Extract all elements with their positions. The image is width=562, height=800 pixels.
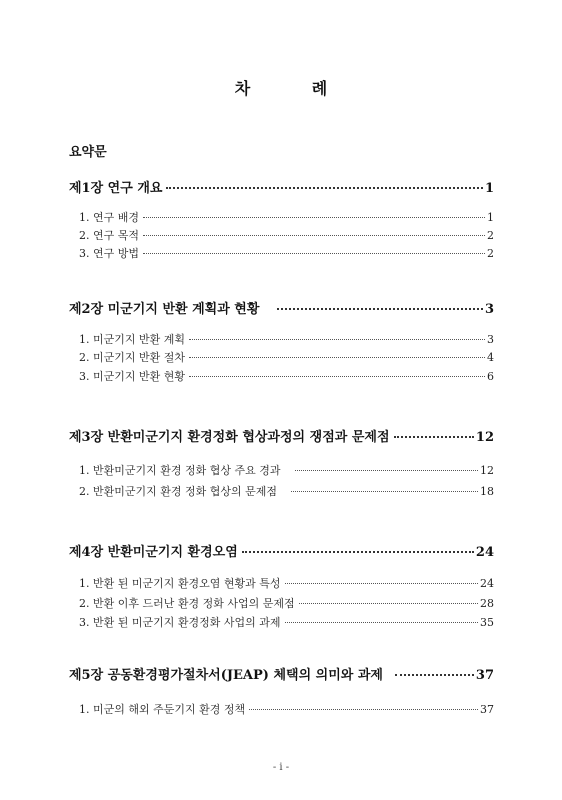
- dot-leader: [249, 708, 478, 710]
- dot-leader: [143, 234, 485, 236]
- toc-section-4-3[interactable]: [79, 614, 494, 630]
- dot-leader: [394, 435, 474, 438]
- toc-section-1-2[interactable]: [79, 227, 494, 243]
- chapter-page: 12: [475, 430, 494, 445]
- chapter-title: 제5장 공동환경평가절차서(JEAP) 체택의 의미와 과제: [69, 668, 383, 683]
- toc-chapter-2[interactable]: [69, 298, 494, 317]
- toc-section-4-2[interactable]: [79, 595, 494, 611]
- section-page: 3: [487, 333, 494, 346]
- section-title: 2. 연구 목적: [79, 229, 139, 242]
- dot-leader: [189, 338, 485, 340]
- dot-leader: [143, 252, 485, 254]
- section-page: 12: [480, 464, 494, 477]
- chapter-title: 제1장 연구 개요: [69, 181, 163, 196]
- section-page: 6: [487, 370, 494, 383]
- chapter-title: 제4장 반환미군기지 환경오염: [69, 545, 238, 560]
- dot-leader: [189, 356, 485, 358]
- dot-leader: [189, 375, 485, 377]
- section-title: 3. 연구 방법: [79, 247, 139, 260]
- toc-title: 차 례: [234, 79, 356, 98]
- section-title: 3. 미군기지 반환 현황: [79, 370, 185, 383]
- section-title: 1. 반환미군기지 환경 정화 협상 주요 경과: [79, 464, 281, 477]
- toc-chapter-3[interactable]: [69, 426, 494, 445]
- page-number-footer: - i -: [272, 762, 290, 773]
- dot-leader: [285, 621, 479, 623]
- toc-chapter-4[interactable]: [69, 541, 494, 560]
- toc-section-5-1[interactable]: [79, 701, 494, 717]
- toc-section-4-1[interactable]: [79, 575, 494, 591]
- chapter-page: 24: [475, 545, 494, 560]
- dot-leader: [285, 582, 479, 584]
- section-page: 28: [480, 597, 494, 610]
- toc-chapter-5[interactable]: [69, 664, 494, 683]
- toc-section-2-3[interactable]: [79, 368, 494, 384]
- toc-chapter-1[interactable]: [69, 177, 494, 196]
- section-page: 24: [480, 577, 494, 590]
- section-title: 1. 연구 배경: [79, 211, 139, 224]
- chapter-title: 제2장 미군기지 반환 계획과 현황: [69, 302, 260, 317]
- chapter-page: 1: [484, 181, 494, 196]
- section-page: 35: [480, 616, 494, 629]
- section-title: 3. 반환 된 미군기지 환경정화 사업의 과제: [79, 616, 281, 629]
- dot-leader: [143, 216, 485, 218]
- dot-leader: [395, 673, 474, 676]
- section-page: 2: [487, 247, 494, 260]
- section-title: 1. 미군기지 반환 계획: [79, 333, 185, 346]
- dot-leader: [277, 307, 483, 310]
- dot-leader: [295, 469, 479, 471]
- section-title: 2. 미군기지 반환 절차: [79, 351, 185, 364]
- summary-heading: 요약문: [69, 145, 107, 160]
- dot-leader: [166, 186, 483, 189]
- section-page: 18: [480, 485, 494, 498]
- dot-leader: [299, 602, 478, 604]
- section-page: 1: [487, 211, 494, 224]
- toc-section-3-1[interactable]: [79, 462, 494, 478]
- section-title: 2. 반환 이후 드러난 환경 정화 사업의 문제점: [79, 597, 295, 610]
- section-page: 2: [487, 229, 494, 242]
- section-page: 4: [487, 351, 494, 364]
- section-title: 1. 반환 된 미군기지 환경오염 현황과 특성: [79, 577, 281, 590]
- toc-section-1-3[interactable]: [79, 245, 494, 261]
- dot-leader: [242, 550, 474, 553]
- toc-section-1-1[interactable]: [79, 209, 494, 225]
- section-title: 2. 반환미군기지 환경 정화 협상의 문제점: [79, 485, 277, 498]
- chapter-page: 3: [484, 302, 494, 317]
- section-page: 37: [480, 703, 494, 716]
- toc-section-2-2[interactable]: [79, 349, 494, 365]
- toc-section-3-2[interactable]: [79, 483, 494, 499]
- section-title: 1. 미군의 해외 주둔기지 환경 정책: [79, 703, 246, 716]
- chapter-page: 37: [475, 668, 494, 683]
- toc-section-2-1[interactable]: [79, 331, 494, 347]
- dot-leader: [291, 490, 478, 492]
- chapter-title: 제3장 반환미군기지 환경정화 협상과정의 쟁점과 문제점: [69, 430, 390, 445]
